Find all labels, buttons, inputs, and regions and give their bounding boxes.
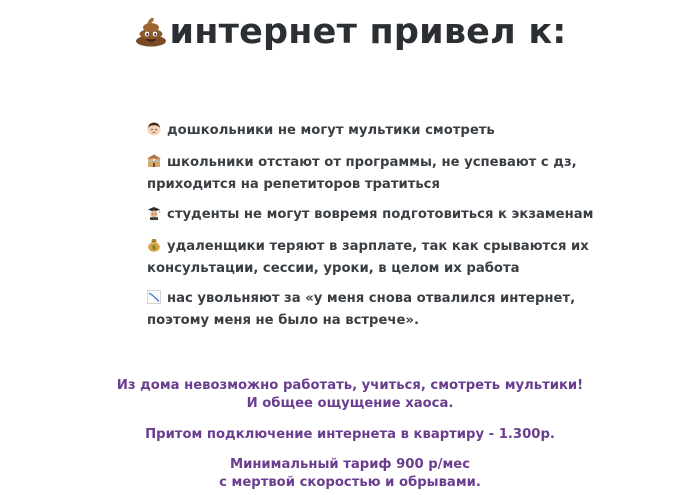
bullet-text-continued: консультации, сессии, уроки, в целом их работа <box>147 261 520 276</box>
closing-line: Из дома невозможно работать, учиться, смотреть мультики! <box>116 378 584 393</box>
closing-paragraph-price <box>0 426 700 444</box>
graduate-student-icon <box>147 206 161 220</box>
closing-paragraph-situation <box>0 377 700 413</box>
school-building-icon <box>147 154 161 168</box>
page-title <box>0 12 700 52</box>
bullet-text: дошкольники не могут мультики смотреть <box>167 123 495 138</box>
closing-paragraph-tariff <box>0 456 700 492</box>
bullet-text: нас увольняют за «у меня снова отвалился интернет, <box>167 291 576 306</box>
bullet-text: школьники отстают от программы, не успевают с дз, <box>167 155 577 170</box>
bullet-text-continued: поэтому меня не было на встрече». <box>147 313 419 328</box>
list-item <box>147 152 577 196</box>
list-item <box>147 288 575 332</box>
closing-line: Минимальный тариф 900 р/мес <box>229 457 471 472</box>
svg-text:$: $ <box>151 243 157 252</box>
list-item <box>147 120 495 142</box>
list-item <box>147 204 593 226</box>
closing-line: с мертвой скоростью и обрывами. <box>219 475 481 490</box>
title-text: интернет привел к: <box>169 12 567 52</box>
bullet-text-continued: приходится на репетиторов тратиться <box>147 177 440 192</box>
closing-line: И общее ощущение хаоса. <box>246 396 454 411</box>
chart-decreasing-icon <box>147 290 161 304</box>
child-face-icon <box>147 122 161 136</box>
money-bag-icon <box>147 238 161 252</box>
closing-line: Притом подключение интернета в квартиру - 1.300р. <box>145 427 555 442</box>
bullet-text: студенты не могут вовремя подготовиться к экзаменам <box>167 207 594 222</box>
bullet-text: удаленщики теряют в зарплате, так как срываются их <box>167 239 589 254</box>
poop-emoji-icon <box>134 13 168 47</box>
list-item <box>147 236 589 280</box>
